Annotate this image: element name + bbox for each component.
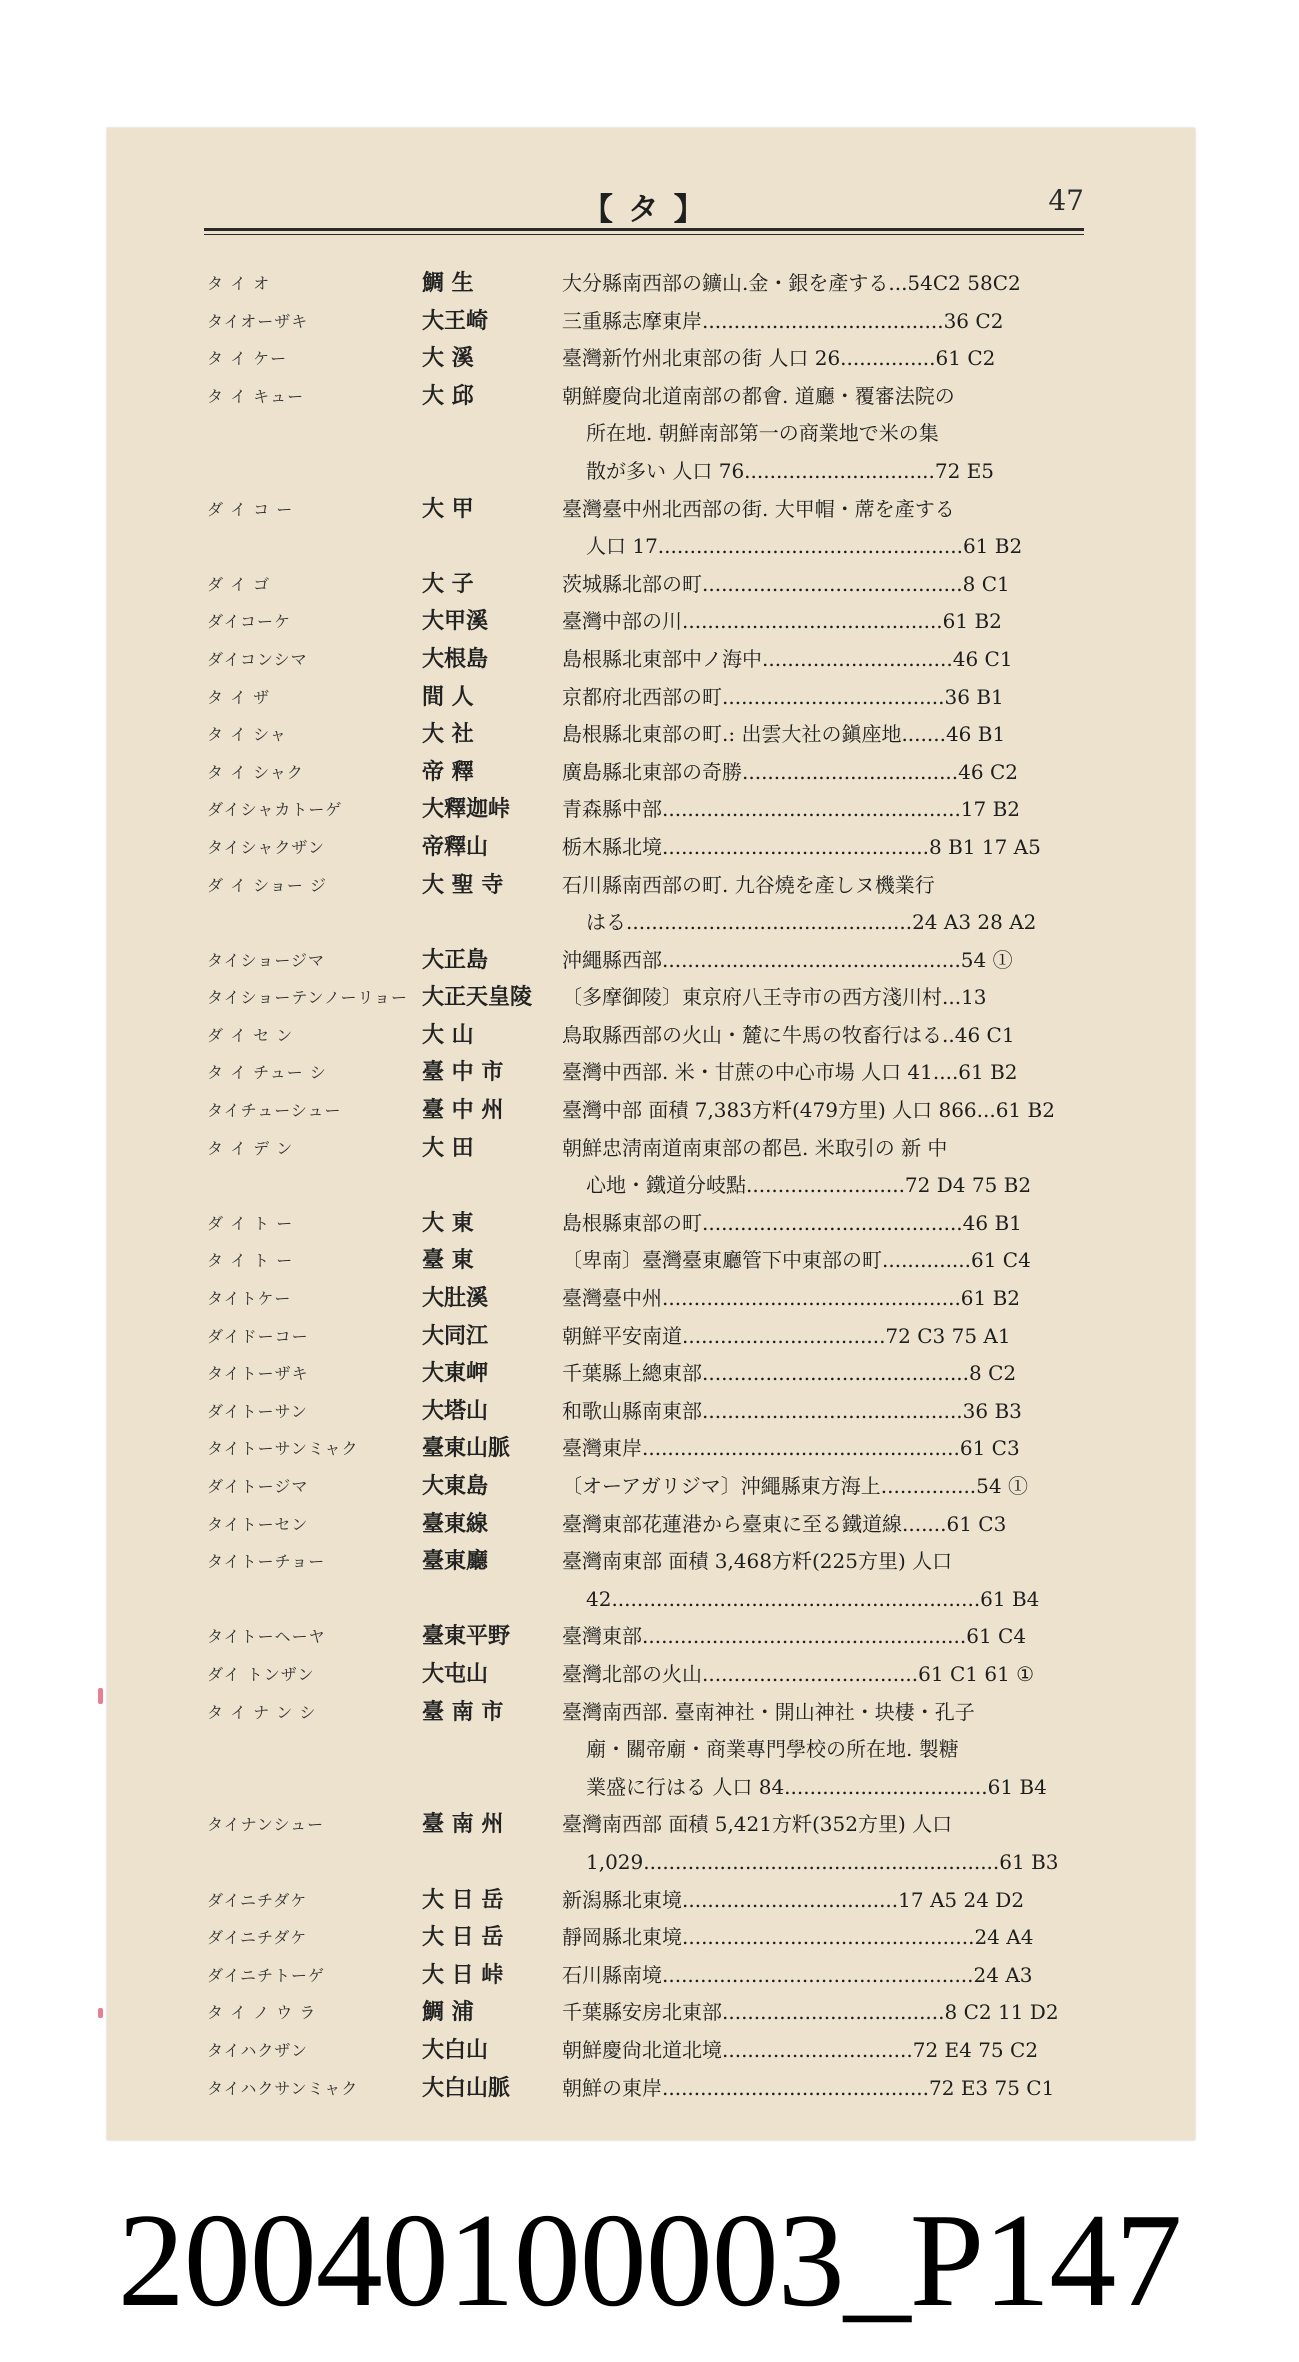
description-line: 朝鮮慶尙北道南部の都會. 道廳・覆審法院の <box>562 383 955 408</box>
entry-description <box>562 265 1087 303</box>
entry-placename: 鯛 生 <box>422 270 474 296</box>
entry-description <box>562 867 1087 942</box>
entry-placename: 大王崎 <box>422 307 489 334</box>
description-line: 臺灣新竹州北東部の街 人口 26...............61 C2 <box>562 346 996 371</box>
entry-placename: 大甲溪 <box>422 608 489 635</box>
entry-reading: タ イ ケー <box>207 349 288 369</box>
gazetteer-entry <box>207 265 1087 303</box>
entry-placename: 大 日 峠 <box>422 1961 504 1988</box>
description-line: 臺灣東岸..................................................61 C3 <box>562 1436 1020 1461</box>
gazetteer-entry <box>207 829 1087 867</box>
description-line: 廟・關帝廟・商業專門學校の所在地. 製糖 <box>586 1737 959 1762</box>
description-line: 島根縣北東部の町.: 出雲大社の鎭座地.......46 B1 <box>562 722 1006 747</box>
entry-description <box>562 641 1087 679</box>
entry-description <box>562 340 1087 378</box>
gazetteer-entry <box>207 303 1087 341</box>
description-line: 〔卑南〕臺灣臺東廳管下中東部の町..............61 C4 <box>562 1248 1031 1273</box>
entry-reading: タ イ キュー <box>207 386 305 406</box>
entry-placename: 大 田 <box>422 1134 474 1161</box>
description-line: 臺灣北部の火山..................................61 C1 61 ① <box>562 1661 1035 1686</box>
entry-placename: 大東島 <box>422 1473 489 1499</box>
entry-description <box>562 1280 1087 1318</box>
entry-reading: タイショージマ <box>207 950 326 970</box>
gazetteer-entry <box>207 754 1087 792</box>
description-line: 臺灣臺中州...............................................61 B2 <box>562 1286 1021 1311</box>
scanned-page <box>107 128 1195 2140</box>
entry-description <box>562 1468 1087 1506</box>
description-line: 臺灣臺中州北西部の街. 大甲帽・蓆を產する <box>562 496 955 521</box>
gazetteer-entry <box>207 1543 1087 1618</box>
entry-reading: タ イ ト ー <box>207 1251 294 1271</box>
entry-description <box>562 716 1087 754</box>
entry-placename: 鯛 浦 <box>422 1999 474 2026</box>
entry-placename: 間 人 <box>422 683 474 710</box>
entry-placename: 大釋迦峠 <box>422 796 511 823</box>
entry-placename: 大 東 <box>422 1209 474 1236</box>
entry-description <box>562 1543 1087 1618</box>
description-line: 青森縣中部...............................................17 B2 <box>562 797 1021 822</box>
description-line: 臺灣中部の川.........................................61 B2 <box>562 609 1002 634</box>
gazetteer-entry <box>207 716 1087 754</box>
scan-identifier: 20040100003_P147 <box>117 2186 1182 2334</box>
entry-reading: タ イ シャ <box>207 725 287 745</box>
description-line: 千葉縣上總東部..........................................8 C2 <box>562 1361 1017 1386</box>
gazetteer-entry <box>207 641 1087 679</box>
description-line: 新潟縣北東境..................................17 A5 24 D2 <box>562 1887 1025 1912</box>
entry-placename: 大白山 <box>422 2036 489 2063</box>
entry-reading: タイチューシュー <box>207 1101 342 1121</box>
entry-description <box>562 979 1087 1017</box>
description-line: 1,029........................................................61 B3 <box>586 1849 1059 1874</box>
gazetteer-entry <box>207 1355 1087 1393</box>
entry-description <box>562 1355 1087 1393</box>
entry-description <box>562 2070 1087 2108</box>
entry-placename: 大 日 岳 <box>422 1886 504 1913</box>
entry-reading: ダイニチダケ <box>207 1890 308 1910</box>
gazetteer-entry <box>207 1618 1087 1656</box>
entry-placename: 臺 東 <box>422 1247 474 1274</box>
entry-placename: 臺 南 市 <box>422 1698 504 1725</box>
description-line: 沖繩縣西部...............................................54 ① <box>562 947 1013 972</box>
description-line: 所在地. 朝鮮南部第一の商業地で米の集 <box>586 421 939 446</box>
entry-reading: タ イ ザ <box>207 687 271 707</box>
gazetteer-entry <box>207 1957 1087 1995</box>
header-rule-thin <box>204 234 1084 235</box>
entry-description <box>562 1882 1087 1920</box>
entry-placename: 大 社 <box>422 721 474 748</box>
entry-description <box>562 1092 1087 1130</box>
entry-reading: ダ イ ゴ <box>207 574 271 594</box>
entry-placename: 臺東線 <box>422 1510 489 1537</box>
gazetteer-entry <box>207 791 1087 829</box>
description-line: 和歌山縣南東部.........................................36 B3 <box>562 1398 1022 1423</box>
entry-description <box>562 1656 1087 1694</box>
description-line: 臺灣南東部 面積 3,468方粁(225方里) 人口 <box>562 1549 953 1574</box>
red-margin-mark <box>98 2008 103 2018</box>
entry-description <box>562 1994 1087 2032</box>
gazetteer-entry <box>207 491 1087 566</box>
gazetteer-entry <box>207 1919 1087 1957</box>
gazetteer-entry <box>207 1882 1087 1920</box>
gazetteer-entry <box>207 1806 1087 1881</box>
entry-reading: ダイニチダケ <box>207 1928 308 1948</box>
entry-description <box>562 1694 1087 1807</box>
entry-placename: 大根島 <box>422 645 489 672</box>
entry-description <box>562 1130 1087 1205</box>
entry-placename: 大 甲 <box>422 495 474 522</box>
entry-reading: タ イ ナ ン シ <box>207 1702 317 1722</box>
entry-reading: タイトケー <box>207 1289 292 1309</box>
entry-reading: ダイシャカトーゲ <box>207 800 343 820</box>
entry-reading: タイトーザキ <box>207 1364 309 1384</box>
entry-description <box>562 303 1087 341</box>
entry-description <box>562 791 1087 829</box>
description-line: 島根縣東部の町.........................................46 B1 <box>562 1210 1022 1235</box>
entry-reading: タ イ オ <box>207 274 271 293</box>
entry-description <box>562 679 1087 717</box>
entry-reading: ダイコーケ <box>207 612 292 632</box>
page-header <box>204 180 1084 228</box>
entry-placename: 臺東平野 <box>422 1623 511 1650</box>
gazetteer-entry <box>207 566 1087 604</box>
entry-placename: 臺 中 市 <box>422 1059 504 1086</box>
gazetteer-entry <box>207 1054 1087 1092</box>
entry-description <box>562 942 1087 980</box>
entry-placename: 大 聖 寺 <box>422 871 504 898</box>
gazetteer-entry <box>207 979 1087 1017</box>
gazetteer-entry <box>207 1092 1087 1130</box>
entry-reading: タイハクサンミャク <box>207 2078 359 2098</box>
entry-reading: ダイトージマ <box>207 1477 309 1496</box>
gazetteer-entry <box>207 1468 1087 1506</box>
entry-placename: 大正天皇陵 <box>422 984 533 1011</box>
entry-description <box>562 1506 1087 1544</box>
description-line: 石川縣南西部の町. 九谷燒を產しヌ機業行 <box>562 872 935 897</box>
description-line: 廣島縣北東部の奇勝..................................46 C2 <box>562 759 1018 784</box>
gazetteer-entry <box>207 2032 1087 2070</box>
entry-reading: ダイコンシマ <box>207 649 308 669</box>
entry-placename: 臺 南 州 <box>422 1811 504 1838</box>
entry-description <box>562 1017 1087 1055</box>
gazetteer-entry <box>207 1430 1087 1468</box>
entry-placename: 大屯山 <box>422 1660 489 1687</box>
entry-reading: タイハクザン <box>207 2040 309 2060</box>
description-line: 人口 17................................................61 B2 <box>586 534 1023 559</box>
entry-placename: 大同江 <box>422 1322 489 1349</box>
description-line: 業盛に行はる 人口 84................................61 B4 <box>586 1774 1047 1799</box>
entry-description <box>562 1957 1087 1995</box>
entry-description <box>562 1242 1087 1280</box>
entry-placename: 臺東山脈 <box>422 1435 511 1462</box>
entry-reading: タイトーサンミャク <box>207 1439 359 1459</box>
gazetteer-entry <box>207 1506 1087 1544</box>
description-line: 臺灣南西部 面積 5,421方粁(352方里) 人口 <box>562 1812 953 1837</box>
gazetteer-entry-list <box>207 265 1087 2107</box>
entry-description <box>562 1806 1087 1881</box>
entry-description <box>562 566 1087 604</box>
entry-placename: 大 邱 <box>422 382 474 409</box>
entry-description <box>562 2032 1087 2070</box>
entry-placename: 大正島 <box>422 946 489 973</box>
gazetteer-entry <box>207 1694 1087 1807</box>
entry-reading: タイトーチョー <box>207 1552 326 1572</box>
entry-description <box>562 1205 1087 1243</box>
description-line: はる.............................................24 A3 28 A2 <box>586 910 1037 935</box>
gazetteer-entry <box>207 378 1087 491</box>
entry-reading: タ イ デ ン <box>207 1138 294 1158</box>
entry-description <box>562 1054 1087 1092</box>
entry-reading: タ イ シャク <box>207 762 304 782</box>
gazetteer-entry <box>207 1280 1087 1318</box>
red-margin-mark <box>98 1688 103 1704</box>
entry-reading: タイシャクザン <box>207 837 326 857</box>
entry-reading: ダイドーコー <box>207 1326 309 1346</box>
description-line: 朝鮮忠淸南道南東部の都邑. 米取引の 新 中 <box>562 1135 948 1160</box>
description-line: 臺灣東部花蓮港から臺東に至る鐵道線.......61 C3 <box>562 1511 1007 1536</box>
entry-description <box>562 829 1087 867</box>
gazetteer-entry <box>207 1017 1087 1055</box>
entry-reading: タイトーヘーヤ <box>207 1627 326 1647</box>
entry-reading: ダ イ ト ー <box>207 1213 294 1233</box>
entry-reading: ダ イ ショー ジ <box>207 875 327 895</box>
entry-description <box>562 1430 1087 1468</box>
entry-reading: ダイニチトーゲ <box>207 1965 326 1985</box>
description-line: 栃木縣北境..........................................8 B1 17 A5 <box>562 834 1041 859</box>
description-line: 靜岡縣北東境..............................................24 A4 <box>562 1925 1034 1950</box>
entry-placename: 帝 釋 <box>422 758 474 785</box>
entry-placename: 大 日 岳 <box>422 1924 504 1951</box>
entry-description <box>562 491 1087 566</box>
gazetteer-entry <box>207 942 1087 980</box>
description-line: 大分縣南西部の鑛山.金・銀を產する...54C2 58C2 <box>562 271 1021 295</box>
description-line: 心地・鐵道分岐點.........................72 D4 75 B2 <box>586 1173 1032 1198</box>
entry-description <box>562 378 1087 491</box>
page-number: 47 <box>1048 184 1084 217</box>
gazetteer-entry <box>207 1130 1087 1205</box>
description-line: 茨城縣北部の町.........................................8 C1 <box>562 571 1010 596</box>
gazetteer-entry <box>207 1242 1087 1280</box>
entry-placename: 大 山 <box>422 1021 474 1048</box>
gazetteer-entry <box>207 1205 1087 1243</box>
entry-description <box>562 1318 1087 1356</box>
description-line: 朝鮮平安南道................................72 C3 75 A1 <box>562 1323 1011 1348</box>
entry-reading: タイショーテンノーリョー <box>207 988 408 1008</box>
gazetteer-entry <box>207 679 1087 717</box>
gazetteer-entry <box>207 1393 1087 1431</box>
description-line: 鳥取縣西部の火山・麓に牛馬の牧畜行はる..46 C1 <box>562 1022 1015 1047</box>
entry-placename: 臺 中 州 <box>422 1097 504 1124</box>
entry-description <box>562 603 1087 641</box>
gazetteer-entry <box>207 1318 1087 1356</box>
entry-description <box>562 1618 1087 1656</box>
section-title: 【 タ 】 <box>582 192 707 228</box>
description-line: 千葉縣安房北東部...................................8 C2 11 D2 <box>562 2000 1059 2025</box>
entry-reading: タイナンシュー <box>207 1815 325 1835</box>
entry-placename: 大 溪 <box>422 345 474 372</box>
entry-placename: 大塔山 <box>422 1397 489 1424</box>
description-line: 朝鮮の東岸..........................................72 E3 75 C1 <box>562 2075 1055 2100</box>
gazetteer-entry <box>207 2070 1087 2108</box>
entry-reading: ダイトーサン <box>207 1401 308 1421</box>
entry-placename: 臺東廳 <box>422 1548 489 1575</box>
description-line: 臺灣南西部. 臺南神社・開山神社・块棲・孔子 <box>562 1699 975 1724</box>
entry-description <box>562 1919 1087 1957</box>
entry-reading: タイオーザキ <box>207 311 309 331</box>
description-line: 42..........................................................61 B4 <box>586 1586 1040 1611</box>
entry-placename: 大肚溪 <box>422 1285 489 1312</box>
description-line: 〔多摩御陵〕東京府八王寺市の西方淺川村...13 <box>562 985 987 1010</box>
description-line: 朝鮮慶尙北道北境..............................72 E4 75 C2 <box>562 2037 1039 2062</box>
description-line: 島根縣北東部中ノ海中..............................46 C1 <box>562 646 1013 671</box>
description-line: 臺灣中部 面積 7,383方粁(479方里) 人口 866...61 B2 <box>562 1098 1055 1123</box>
description-line: 散が多い 人口 76..............................72 E5 <box>586 458 995 483</box>
gazetteer-entry <box>207 867 1087 942</box>
entry-placename: 帝釋山 <box>422 833 489 860</box>
entry-description <box>562 754 1087 792</box>
entry-reading: タ イ ノ ウ ラ <box>207 2003 317 2023</box>
entry-description <box>562 1393 1087 1431</box>
gazetteer-entry <box>207 603 1087 641</box>
header-rule <box>204 228 1084 231</box>
entry-reading: タイトーセン <box>207 1514 309 1534</box>
entry-placename: 大 子 <box>422 570 474 597</box>
description-line: 〔オーアガリジマ〕沖繩縣東方海上...............54 ① <box>562 1474 1028 1498</box>
description-line: 石川縣南境.................................................24 A3 <box>562 1962 1033 1987</box>
entry-reading: ダ イ コ ー <box>207 499 294 519</box>
description-line: 臺灣東部...................................................61 C4 <box>562 1624 1027 1649</box>
gazetteer-entry <box>207 1994 1087 2032</box>
description-line: 臺灣中西部. 米・甘蔗の中心市場 人口 41....61 B2 <box>562 1060 1018 1085</box>
entry-reading: ダイ トンザン <box>207 1664 315 1684</box>
gazetteer-entry <box>207 1656 1087 1694</box>
description-line: 京都府北西部の町...................................36 B1 <box>562 684 1004 709</box>
entry-reading: ダ イ セ ン <box>207 1025 294 1045</box>
gazetteer-entry <box>207 340 1087 378</box>
entry-placename: 大東岬 <box>422 1360 489 1387</box>
entry-placename: 大白山脈 <box>422 2074 511 2101</box>
description-line: 三重縣志摩東岸......................................36 C2 <box>562 308 1004 333</box>
entry-reading: タ イ チュー シ <box>207 1063 327 1083</box>
